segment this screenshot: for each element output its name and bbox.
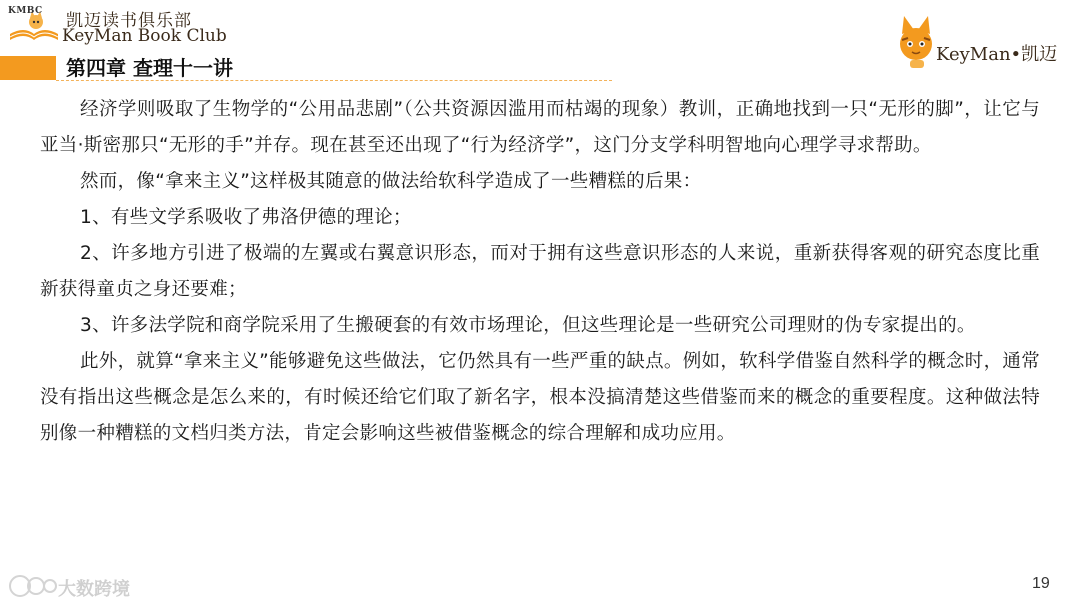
keyman-logo-text: KeyMan•凯迈 xyxy=(936,44,1058,65)
paragraph: 经济学则吸取了生物学的“公用品悲剧”（公共资源因滥用而枯竭的现象）教训，正确地找到一只“无形的脚”，让它与亚当·斯密那只“无形的手”并存。现在甚至还出现了“行为经济学”，这门分支学科明智地向心理学寻求帮助。 xyxy=(40,99,1040,156)
watermark-text: 大数跨境 xyxy=(58,579,130,600)
paragraph: 此外，就算“拿来主义”能够避免这些做法，它仍然具有一些严重的缺点。例如，软科学借鉴自然科学的概念时，通常没有指出这些概念是怎么来的，有时候还给它们取了新名字，根本没搞清楚这些借鉴而来的概念的重要程度。这种做法特别像一种糟糕的文档归类方法，肯定会影响这些被借鉴概念的综合理解和成功应用。 xyxy=(40,351,1040,444)
club-name-cn: 凯迈读书俱乐部 xyxy=(66,11,192,31)
club-name-en: KeyMan Book Club xyxy=(62,26,227,46)
list-item: 3、许多法学院和商学院采用了生搬硬套的有效市场理论，但这些理论是一些研究公司理财的伪专家提出的。 xyxy=(80,315,976,336)
chapter-title: 第四章 查理十一讲 xyxy=(66,56,233,80)
title-divider xyxy=(56,80,612,81)
page-number: 19 xyxy=(1032,575,1050,592)
list-item: 2、许多地方引进了极端的左翼或右翼意识形态，而对于拥有这些意识形态的人来说，重新获得客观的研究态度比重新获得童贞之身还要难； xyxy=(40,243,1040,300)
list-item: 1、有些文学系吸收了弗洛伊德的理论； xyxy=(80,207,412,228)
paragraph: 然而，像“拿来主义”这样极其随意的做法给软科学造成了一些糟糕的后果： xyxy=(80,171,702,192)
chapter-body xyxy=(40,92,1040,452)
title-accent-bar xyxy=(0,56,56,80)
brand-short-label: KMBC xyxy=(8,6,43,16)
